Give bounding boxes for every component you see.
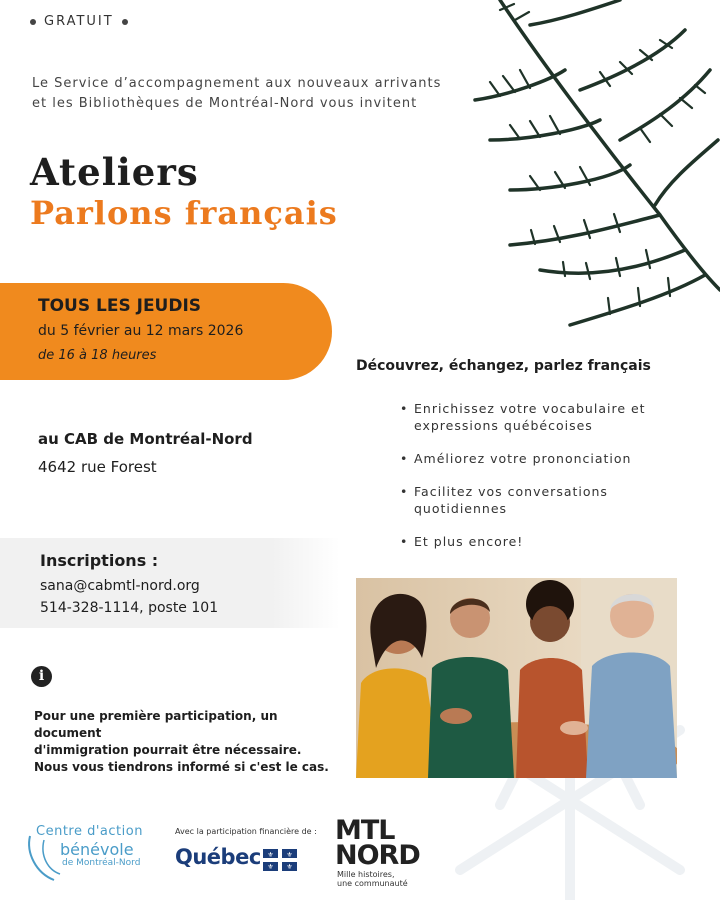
benefits-list: [400, 400, 700, 566]
cab-logo-line-2: bénévole: [60, 840, 134, 859]
cab-logo-line-3: de Montréal-Nord: [62, 858, 141, 868]
invitation-line-2: et les Bibliothèques de Montréal-Nord vous invitent: [32, 96, 418, 111]
location-name: au CAB de Montréal-Nord: [38, 430, 253, 448]
benefit-line: expressions québécoises: [414, 418, 593, 433]
svg-text:⚜: ⚜: [286, 863, 293, 871]
benefit-line: quotidiennes: [414, 501, 508, 516]
mtl-nord-tagline: [337, 870, 417, 888]
registration-heading: Inscriptions :: [40, 551, 159, 570]
schedule-heading: TOUS LES JEUDIS: [38, 296, 202, 316]
mtl-nord-logo-line-1: MTL: [335, 815, 395, 846]
invitation-line-1: Le Service d’accompagnement aux nouveaux arrivants: [32, 76, 442, 91]
notice-line-2: d'immigration pourrait être nécessaire.: [34, 743, 302, 757]
benefits-heading: Découvrez, échangez, parlez français: [356, 358, 651, 374]
benefit-line: • Et plus encore!: [414, 534, 524, 549]
funding-label: Avec la participation financière de :: [175, 827, 317, 836]
list-item: [400, 400, 700, 434]
pine-branch-illustration: [470, 0, 720, 330]
registration-phone[interactable]: 514-328-1114, poste 101: [40, 600, 219, 616]
dot-icon: [30, 19, 36, 25]
title-parlons-francais: Parlons français: [30, 194, 338, 232]
free-badge-label: GRATUIT: [44, 14, 114, 29]
svg-text:⚜: ⚜: [267, 863, 274, 871]
free-badge: [30, 14, 128, 29]
schedule-hours: de 16 à 18 heures: [38, 348, 157, 363]
notice-line-1: Pour une première participation, un document: [34, 709, 278, 740]
list-item: [400, 483, 700, 517]
notice-line-3: Nous vous tiendrons informé si c'est le cas.: [34, 760, 329, 774]
svg-text:⚜: ⚜: [286, 851, 293, 859]
mtl-nord-tagline-1: Mille histoires,: [337, 870, 395, 879]
title-ateliers: Ateliers: [30, 150, 199, 194]
location-address: 4642 rue Forest: [38, 458, 157, 476]
schedule-dates: du 5 février au 12 mars 2026: [38, 323, 244, 339]
cab-logo-line-1: Centre d'action: [36, 824, 143, 839]
svg-text:⚜: ⚜: [267, 851, 274, 859]
registration-email[interactable]: sana@cabmtl-nord.org: [40, 578, 200, 594]
benefit-line: • Facilitez vos conversations: [414, 484, 608, 499]
benefit-line: • Enrichissez votre vocabulaire et: [414, 401, 646, 416]
dot-icon: [122, 19, 128, 25]
quebec-flag-icon: [263, 849, 297, 871]
benefit-line: • Améliorez votre prononciation: [414, 451, 632, 466]
mtl-nord-tagline-2: une communauté: [337, 879, 408, 888]
info-icon: i: [31, 666, 52, 687]
mtl-nord-logo-line-2: NORD: [335, 840, 420, 871]
invitation-text: [32, 74, 441, 114]
list-item: [400, 533, 700, 550]
conversation-photo: [356, 578, 677, 778]
immigration-notice: [34, 708, 344, 776]
quebec-logo-text: Québec: [175, 845, 261, 869]
list-item: [400, 450, 700, 467]
